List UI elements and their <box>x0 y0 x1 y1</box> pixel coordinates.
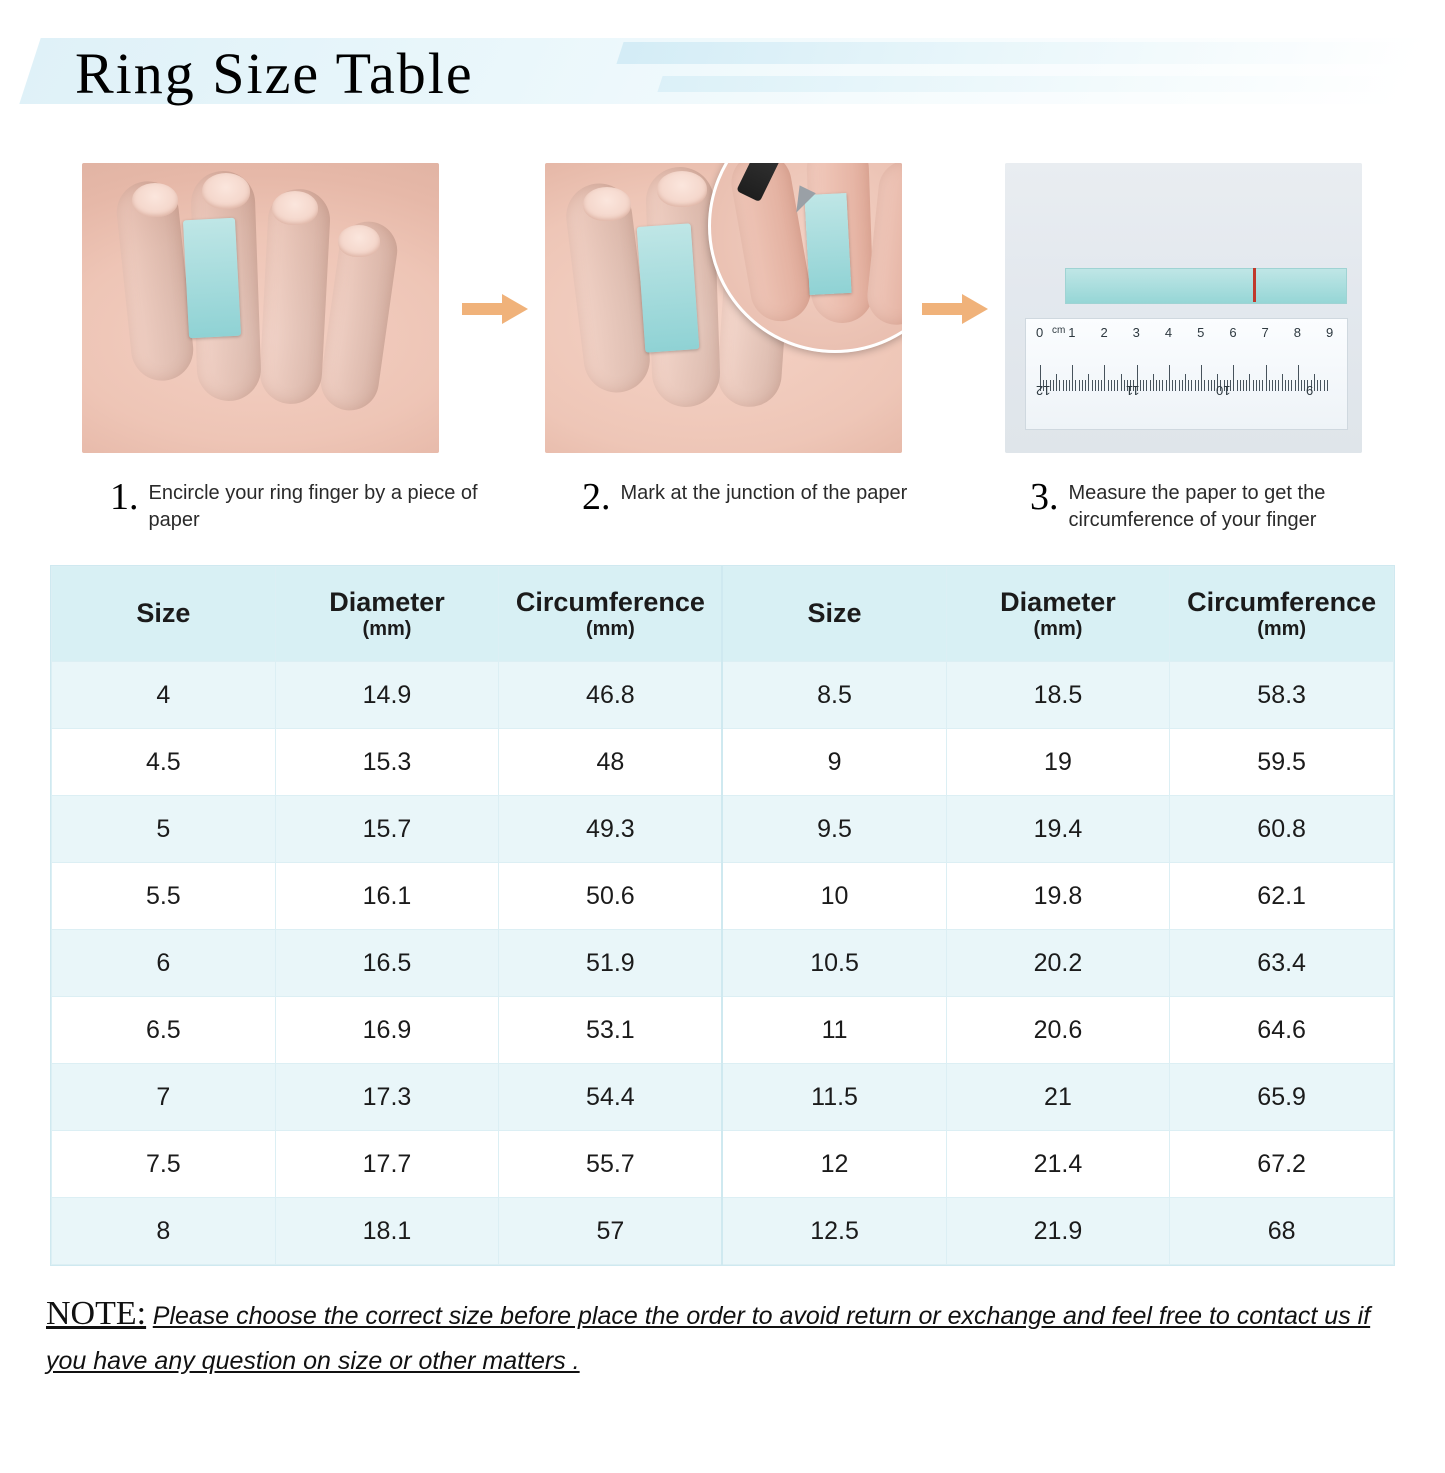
ruler-tick <box>1233 365 1234 391</box>
ruler-number-top: 0 <box>1036 325 1043 340</box>
cell-size-left: 6 <box>52 930 276 997</box>
ruler-tick <box>1146 380 1147 391</box>
ruler-number-top: 5 <box>1197 325 1204 340</box>
ruler-tick <box>1088 374 1089 391</box>
ruler-tick <box>1198 380 1199 391</box>
ruler-tick <box>1092 380 1093 391</box>
step-1-text: Encircle your ring finger by a piece of paper <box>149 477 531 534</box>
ruler-number-top: 3 <box>1133 325 1140 340</box>
header-diameter-right <box>946 567 1170 662</box>
cell-size-right: 11.5 <box>722 1064 946 1131</box>
ring-size-table-container <box>50 565 1395 1266</box>
step-2-text: Mark at the junction of the paper <box>621 477 908 507</box>
ruler-tick <box>1079 380 1080 391</box>
cell-diameter-left: 17.3 <box>275 1064 499 1131</box>
cell-circumference-right: 58.3 <box>1170 662 1394 729</box>
ruler-tick <box>1153 374 1154 391</box>
cell-diameter-right: 20.6 <box>946 997 1170 1064</box>
ruler-tick <box>1253 380 1254 391</box>
ruler-tick <box>1295 380 1296 391</box>
cell-size-left: 5.5 <box>52 863 276 930</box>
ruler-tick <box>1272 380 1273 391</box>
cell-diameter-right: 18.5 <box>946 662 1170 729</box>
ruler-number-bottom: 10 <box>1216 383 1230 398</box>
fingernail-shape <box>272 191 318 225</box>
ruler-tick <box>1175 380 1176 391</box>
ruler-tick <box>1179 380 1180 391</box>
header-circumference-right-unit: (mm) <box>1171 618 1392 641</box>
header-diameter-right-unit: (mm) <box>948 618 1169 641</box>
ruler-tick <box>1185 374 1186 391</box>
cell-size-left: 4.5 <box>52 729 276 796</box>
ruler-number-top: 7 <box>1262 325 1269 340</box>
ruler-number-top: 9 <box>1326 325 1333 340</box>
cell-circumference-right: 59.5 <box>1170 729 1394 796</box>
header-diameter-left-label: Diameter <box>329 587 445 617</box>
step-3-image <box>1005 163 1362 453</box>
ruler-tick <box>1121 374 1122 391</box>
cell-size-left: 7 <box>52 1064 276 1131</box>
ruler-tick <box>1204 380 1205 391</box>
page-title: Ring Size Table <box>75 38 474 110</box>
cell-circumference-right: 60.8 <box>1170 796 1394 863</box>
cell-size-left: 8 <box>52 1198 276 1265</box>
step-1-number: 1. <box>110 477 139 517</box>
ruler-tick <box>1156 380 1157 391</box>
ruler-tick <box>1117 380 1118 391</box>
table-row <box>52 863 1394 930</box>
ruler-tick <box>1256 380 1257 391</box>
measured-paper-strip-shape <box>1065 268 1347 304</box>
cell-diameter-right: 21.9 <box>946 1198 1170 1265</box>
paper-strip-shape <box>183 218 241 339</box>
cell-circumference-left: 50.6 <box>499 863 723 930</box>
cell-size-right: 10 <box>722 863 946 930</box>
fingernail-shape <box>132 183 178 217</box>
cell-circumference-left: 49.3 <box>499 796 723 863</box>
step-1-caption <box>110 477 530 534</box>
cell-diameter-left: 18.1 <box>275 1198 499 1265</box>
cell-circumference-left: 46.8 <box>499 662 723 729</box>
table-row <box>52 729 1394 796</box>
ruler-tick <box>1111 380 1112 391</box>
note-section <box>46 1292 1399 1384</box>
ruler-tick <box>1085 380 1086 391</box>
cell-circumference-right: 67.2 <box>1170 1131 1394 1198</box>
cell-circumference-left: 55.7 <box>499 1131 723 1198</box>
ruler-tick <box>1140 380 1141 391</box>
cell-size-right: 9 <box>722 729 946 796</box>
fingernail-shape <box>583 187 631 221</box>
ruler-tick <box>1269 380 1270 391</box>
cell-size-right: 10.5 <box>722 930 946 997</box>
table-row <box>52 997 1394 1064</box>
ruler-tick <box>1240 380 1241 391</box>
step-captions <box>30 477 1415 547</box>
ruler-tick <box>1317 380 1318 391</box>
step-3-number: 3. <box>1030 477 1059 517</box>
ruler-tick <box>1243 380 1244 391</box>
table-row <box>52 1131 1394 1198</box>
fingernail-shape <box>202 173 250 209</box>
ruler-tick <box>1266 365 1267 391</box>
ruler-number-top: 6 <box>1229 325 1236 340</box>
ruler-tick <box>1191 380 1192 391</box>
cell-diameter-right: 19.8 <box>946 863 1170 930</box>
header-diameter-left <box>275 567 499 662</box>
cell-diameter-right: 20.2 <box>946 930 1170 997</box>
table-body <box>52 662 1394 1265</box>
ruler-number-bottom: 11 <box>1126 383 1140 398</box>
header-size-right: Size <box>722 567 946 662</box>
ruler-tick <box>1069 380 1070 391</box>
cell-size-right: 8.5 <box>722 662 946 729</box>
ruler-tick <box>1182 380 1183 391</box>
cell-diameter-left: 15.7 <box>275 796 499 863</box>
ruler-tick <box>1075 380 1076 391</box>
ruler-tick <box>1098 380 1099 391</box>
ruler-tick <box>1324 380 1325 391</box>
ruler-tick <box>1114 380 1115 391</box>
ruler-tick <box>1282 374 1283 391</box>
paper-mark-shape <box>1253 268 1256 302</box>
cell-diameter-left: 17.7 <box>275 1131 499 1198</box>
cell-circumference-right: 62.1 <box>1170 863 1394 930</box>
cell-circumference-right: 65.9 <box>1170 1064 1394 1131</box>
header-circumference-left-unit: (mm) <box>500 618 720 641</box>
ruler-tick <box>1104 365 1105 391</box>
note-text: Please choose the correct size before place the order to avoid return or exchange and feel free to contact us if you have any question on size or other matters . <box>46 1302 1370 1375</box>
table-row <box>52 796 1394 863</box>
ruler-tick <box>1162 380 1163 391</box>
ruler-tick <box>1246 380 1247 391</box>
cell-circumference-left: 53.1 <box>499 997 723 1064</box>
header-banner-accent-1 <box>616 42 1418 64</box>
step-3-text: Measure the paper to get the circumference of your finger <box>1069 477 1445 534</box>
ruler-tick <box>1150 380 1151 391</box>
step-3-caption <box>1030 477 1445 534</box>
ring-size-table <box>51 566 1394 1265</box>
step-2-number: 2. <box>582 477 611 517</box>
cell-diameter-left: 14.9 <box>275 662 499 729</box>
ruler-tick <box>1056 374 1057 391</box>
ruler-tick <box>1195 380 1196 391</box>
ruler-number-top: 8 <box>1294 325 1301 340</box>
cell-size-right: 11 <box>722 997 946 1064</box>
ruler-tick <box>1285 380 1286 391</box>
step-1-image <box>82 163 439 453</box>
cell-diameter-right: 19 <box>946 729 1170 796</box>
ruler-tick <box>1072 365 1073 391</box>
ruler-number-top: 1 <box>1068 325 1075 340</box>
ruler-tick <box>1291 380 1292 391</box>
paper-strip-shape <box>804 193 851 295</box>
fingernail-shape <box>338 225 380 257</box>
ruler-tick <box>1211 380 1212 391</box>
cell-size-left: 6.5 <box>52 997 276 1064</box>
cell-circumference-left: 51.9 <box>499 930 723 997</box>
ruler-tick <box>1143 380 1144 391</box>
header-circumference-left <box>499 567 723 662</box>
ruler-tick <box>1124 380 1125 391</box>
ruler-tick <box>1314 374 1315 391</box>
table-header-row <box>52 567 1394 662</box>
ruler-tick <box>1320 380 1321 391</box>
cell-diameter-left: 16.5 <box>275 930 499 997</box>
steps-image-strip <box>30 163 1415 463</box>
cell-size-right: 9.5 <box>722 796 946 863</box>
step-2-caption <box>582 477 1002 517</box>
ruler-tick <box>1101 380 1102 391</box>
table-row <box>52 1064 1394 1131</box>
ruler-tick <box>1301 380 1302 391</box>
ruler-number-bottom: 9 <box>1306 383 1313 398</box>
ruler-tick <box>1166 380 1167 391</box>
arrow-step-1-to-2 <box>462 293 532 323</box>
header-circumference-right-label: Circumference <box>1187 587 1376 617</box>
ruler-tick <box>1172 380 1173 391</box>
ruler-tick <box>1159 380 1160 391</box>
table-row <box>52 662 1394 729</box>
header-circumference-right <box>1170 567 1394 662</box>
ruler-tick <box>1288 380 1289 391</box>
ruler-tick <box>1237 380 1238 391</box>
cell-diameter-right: 19.4 <box>946 796 1170 863</box>
ruler-number-top: 4 <box>1165 325 1172 340</box>
paper-strip-shape <box>637 223 700 352</box>
ruler-tick <box>1327 380 1328 391</box>
table-row <box>52 1198 1394 1265</box>
arrow-step-2-to-3 <box>922 293 992 323</box>
cell-circumference-right: 64.6 <box>1170 997 1394 1064</box>
ruler-tick <box>1278 380 1279 391</box>
ruler-tick <box>1063 380 1064 391</box>
step-2-image <box>545 163 902 453</box>
header-diameter-right-label: Diameter <box>1000 587 1116 617</box>
cell-diameter-left: 16.1 <box>275 863 499 930</box>
cell-diameter-right: 21 <box>946 1064 1170 1131</box>
cell-diameter-left: 16.9 <box>275 997 499 1064</box>
ruler-tick <box>1275 380 1276 391</box>
ruler-tick <box>1201 365 1202 391</box>
table-header <box>52 567 1394 662</box>
cell-size-right: 12 <box>722 1131 946 1198</box>
note-label: NOTE: <box>46 1295 146 1332</box>
cell-diameter-left: 15.3 <box>275 729 499 796</box>
cell-size-left: 4 <box>52 662 276 729</box>
ruler-tick <box>1262 380 1263 391</box>
cell-diameter-right: 21.4 <box>946 1131 1170 1198</box>
ruler-tick <box>1188 380 1189 391</box>
ruler-tick <box>1095 380 1096 391</box>
ruler-tick <box>1249 374 1250 391</box>
cell-size-left: 7.5 <box>52 1131 276 1198</box>
ruler-tick <box>1108 380 1109 391</box>
ruler-number-bottom: 12 <box>1036 383 1050 398</box>
cell-circumference-left: 54.4 <box>499 1064 723 1131</box>
ruler-tick <box>1053 380 1054 391</box>
ruler-tick <box>1059 380 1060 391</box>
ruler-tick <box>1259 380 1260 391</box>
ruler-tick <box>1082 380 1083 391</box>
ruler-unit-label: cm <box>1052 325 1065 336</box>
fingernail-shape <box>657 171 707 207</box>
cell-circumference-right: 63.4 <box>1170 930 1394 997</box>
cell-circumference-left: 48 <box>499 729 723 796</box>
cell-circumference-left: 57 <box>499 1198 723 1265</box>
page-header <box>0 28 1445 133</box>
header-diameter-left-unit: (mm) <box>277 618 498 641</box>
ruler-tick <box>1208 380 1209 391</box>
ruler-tick <box>1066 380 1067 391</box>
header-banner-accent-2 <box>657 76 1407 92</box>
header-size-left: Size <box>52 567 276 662</box>
table-row <box>52 930 1394 997</box>
ruler-number-top: 2 <box>1100 325 1107 340</box>
ruler-tick <box>1214 380 1215 391</box>
cell-size-right: 12.5 <box>722 1198 946 1265</box>
ruler-tick <box>1169 365 1170 391</box>
cell-circumference-right: 68 <box>1170 1198 1394 1265</box>
ruler-tick <box>1298 365 1299 391</box>
header-circumference-left-label: Circumference <box>516 587 705 617</box>
ruler-shape <box>1025 318 1348 430</box>
cell-size-left: 5 <box>52 796 276 863</box>
